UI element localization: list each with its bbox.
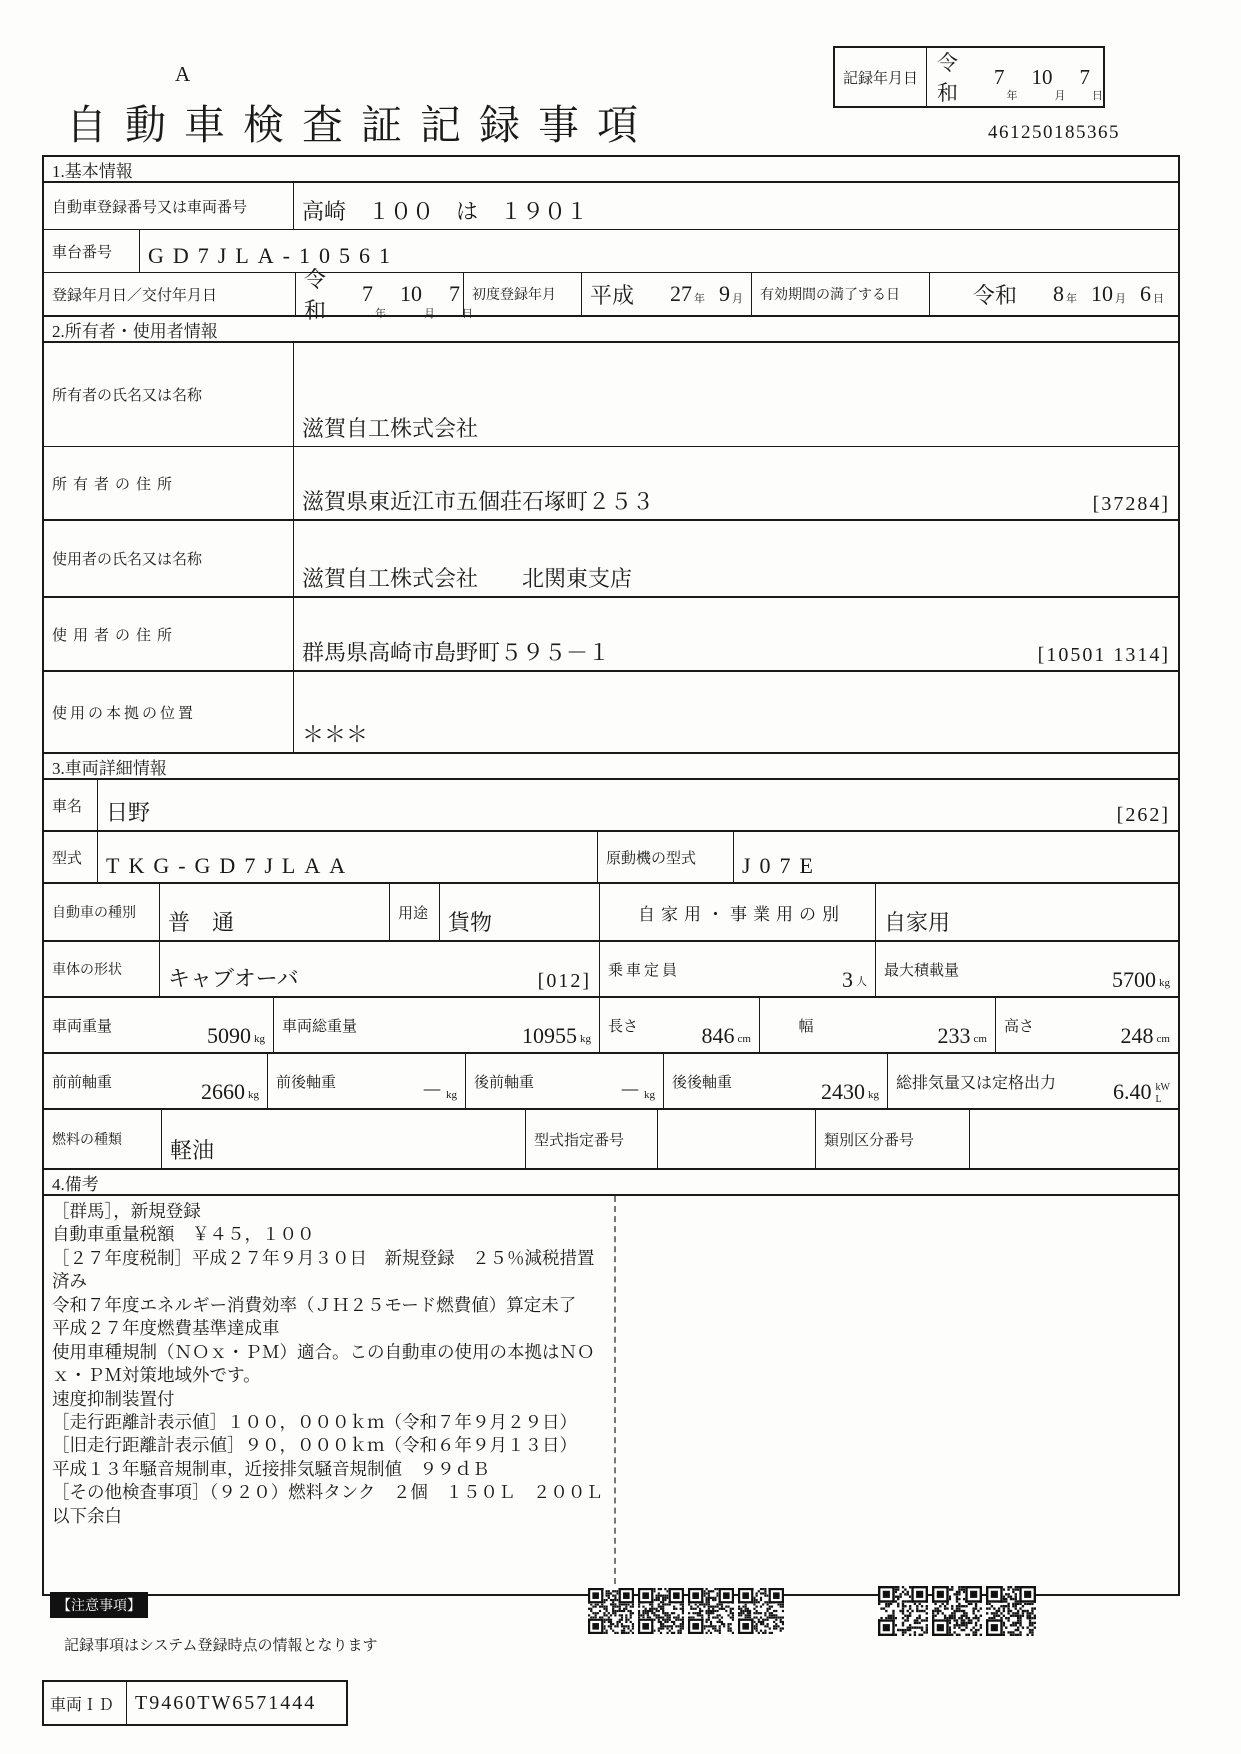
qr-code-icon <box>932 1586 982 1636</box>
user-address-code: [10501 1314] <box>1037 644 1170 666</box>
qr-code-icon <box>588 1588 634 1634</box>
remark-line: 自動車重量税額 ￥４５，１００ <box>52 1224 315 1245</box>
registration-number-label: 自動車登録番号又は車両番号 <box>44 183 294 229</box>
car-name-label: 車名 <box>44 780 98 830</box>
record-date-era: 令和 <box>937 51 958 105</box>
user-address-value: 群馬県高崎市島野町５９５－１ [10501 1314] <box>302 640 1170 666</box>
owner-address-label: 所有者の住所 <box>44 447 294 519</box>
axle-weights-row <box>44 1054 1178 1110</box>
model-value: TKG-GD7JLAA <box>98 832 598 882</box>
displacement-label: 総排気量又は定格出力 <box>896 1074 1057 1092</box>
vehicle-id-box <box>42 1680 348 1726</box>
record-date-value: 令和 7 年 10 月 7 日 <box>927 48 1103 106</box>
dates-row <box>44 267 1178 323</box>
category-label: 自動車の種別 <box>44 884 160 940</box>
engine-model-label: 原動機の型式 <box>598 832 734 882</box>
page-title: 自動車検査証記録事項 <box>66 102 656 148</box>
first-registration-label: 初度登録年月 <box>464 273 582 315</box>
remark-line: 平成２７年度燃費基準達成車 <box>52 1318 280 1339</box>
vehicle-weight-label: 車両重量 <box>52 1018 113 1035</box>
first-registration-value: 平成 27 年 9 月 <box>582 273 752 315</box>
length-label: 長さ <box>608 1018 639 1035</box>
owner-address-value: 滋賀県東近江市五個荘石塚町２５３ [37284] <box>302 489 1170 515</box>
axle-front-front-value: 2660 kg <box>162 1054 268 1108</box>
height-label: 高さ <box>1004 1018 1035 1035</box>
capacity-value: 3 人 <box>710 942 876 996</box>
notice-badge: 【注意事項】 <box>50 1592 148 1618</box>
engine-model-value: J07E <box>742 853 822 878</box>
user-address-label: 使用者の住所 <box>44 598 294 670</box>
category-row <box>44 884 1178 942</box>
owner-address-row <box>44 447 1178 521</box>
max-load-value: 5700 kg <box>1112 967 1170 992</box>
width-value: 233 cm <box>844 998 996 1052</box>
vehicle-id-value: T9460TW6571444 <box>135 1691 317 1714</box>
qr-code-icon <box>688 1588 734 1634</box>
remarks-box <box>44 1196 1178 1596</box>
base-location-label: 使用の本拠の位置 <box>44 672 294 752</box>
section-heading-remarks: 4.備考 <box>44 1168 1178 1196</box>
registration-number-value: 高崎 １００ は １９０１ <box>302 199 589 224</box>
car-name-value: 日野 [262] <box>106 800 1170 826</box>
model-row <box>44 832 1178 884</box>
user-name-row <box>44 521 1178 598</box>
qr-code-group-right <box>878 1586 1036 1636</box>
remark-line: 令和７年度エネルギー消費効率（ＪＨ２５モード燃費値）算定未了 <box>52 1294 577 1315</box>
car-name-row <box>44 780 1178 832</box>
qr-code-icon <box>878 1586 928 1636</box>
remark-line: ［その他検査事項］（９２０）燃料タンク ２個 １５０Ｌ ２００Ｌ <box>52 1482 603 1503</box>
user-name-value: 滋賀自工株式会社 北関東支店 <box>302 566 633 591</box>
axle-rear-front-value: － kg <box>568 1054 664 1108</box>
height-value: 248 cm <box>1120 1023 1170 1048</box>
displacement-value: 6.40 kW L <box>1113 1079 1170 1105</box>
expiry-date-label: 有効期間の満了する日 <box>752 273 930 315</box>
body-shape-code: [012] <box>537 970 591 992</box>
fuel-value: 軽油 <box>162 1110 526 1168</box>
document-number: 461250185365 <box>988 122 1120 143</box>
gross-weight-value: 10955 kg <box>392 998 600 1052</box>
remark-line: 平成１３年騒音規制車，近接排気騒音規制値 ９９ｄＢ <box>52 1458 490 1479</box>
displacement-units: kW L <box>1155 1082 1170 1105</box>
base-location-row <box>44 672 1178 752</box>
user-name-label: 使用者の氏名又は名称 <box>44 521 294 596</box>
class-number-label: 類別区分番号 <box>816 1110 970 1168</box>
class-number-value <box>970 1110 1178 1168</box>
private-business-label: 自家用・事業用の別 <box>600 884 876 940</box>
fuel-row <box>44 1110 1178 1168</box>
axle-rear-front-label: 後前軸重 <box>474 1074 535 1091</box>
owner-address-code: [37284] <box>1092 493 1170 515</box>
record-date-box <box>833 46 1105 108</box>
use-label: 用途 <box>390 884 440 940</box>
axle-front-rear-value: － kg <box>370 1054 466 1108</box>
expiry-date-value: 令和 8 年 10 月 6 日 <box>972 281 1164 308</box>
body-shape-row <box>44 942 1178 998</box>
remark-line: ［群馬］，新規登録 <box>52 1201 201 1221</box>
axle-rear-rear-label: 後後軸重 <box>672 1074 733 1091</box>
registration-number-row <box>44 183 1178 230</box>
qr-code-group-left <box>588 1588 784 1634</box>
vehicle-id-label: 車両ＩＤ <box>44 1682 127 1724</box>
axle-rear-rear-value: 2430 kg <box>776 1054 888 1108</box>
chassis-number-value: GD7JLA-10561 <box>148 243 399 268</box>
type-designation-label: 型式指定番号 <box>526 1110 658 1168</box>
remarks-text <box>52 1200 604 1528</box>
axle-front-front-label: 前前軸重 <box>52 1074 113 1091</box>
private-business-value: 自家用 <box>884 910 951 935</box>
section-heading-vehicle: 3.車両詳細情報 <box>44 752 1178 780</box>
qr-code-icon <box>986 1586 1036 1636</box>
weights-row <box>44 998 1178 1054</box>
remark-line: 以下余白 <box>52 1505 122 1526</box>
registration-date-label: 登録年月日／交付年月日 <box>44 273 296 315</box>
remark-line: ［走行距離計表示値］１００，０００ｋｍ（令和７年９月２９日） <box>52 1411 577 1432</box>
owner-name-value: 滋賀自工株式会社 <box>302 416 479 441</box>
body-shape-label: 車体の形状 <box>44 942 160 996</box>
user-address-row <box>44 598 1178 672</box>
chassis-number-row <box>44 230 1178 273</box>
owner-name-label: 所有者の氏名又は名称 <box>44 343 294 446</box>
record-date-label: 記録年月日 <box>835 48 927 106</box>
remark-line: ［旧走行距離計表示値］９０，０００ｋｍ（令和６年９月１３日） <box>52 1435 577 1456</box>
axle-front-rear-label: 前後軸重 <box>276 1074 337 1091</box>
qr-code-icon <box>738 1588 784 1634</box>
width-label: 幅 <box>798 1018 814 1035</box>
gross-weight-label: 車両総重量 <box>282 1018 358 1035</box>
vehicle-weight-value: 5090 kg <box>164 998 274 1052</box>
page-mark: A <box>175 62 191 86</box>
notice-text: 記録事項はシステム登録時点の情報となります <box>64 1638 378 1654</box>
remark-line: ［２７年度税制］平成２７年９月３０日 新規登録 ２５％減税措置済み <box>52 1247 595 1292</box>
qr-code-icon <box>638 1588 684 1634</box>
owner-name-row <box>44 343 1178 447</box>
registration-date-value: 令和 7 年 10 月 7 日 <box>296 273 464 315</box>
use-value: 貨物 <box>440 884 600 940</box>
body-shape-value: キャブオーバ [012] <box>160 942 600 996</box>
category-value: 普 通 <box>160 884 390 940</box>
car-name-code: [262] <box>1116 804 1170 826</box>
base-location-value: ＊＊＊ <box>302 722 369 747</box>
section-heading-owner-user: 2.所有者・使用者情報 <box>44 317 1178 343</box>
remarks-divider <box>614 1196 616 1594</box>
section-heading-basic: 1.基本情報 <box>44 155 1178 183</box>
remark-line: 使用車種規制（ＮＯｘ・ＰＭ）適合。この自動車の使用の本拠はＮＯｘ・ＰＭ対策地域外です。 <box>52 1341 595 1386</box>
chassis-number-label: 車台番号 <box>44 230 140 272</box>
max-load-label: 最大積載量 <box>884 962 960 979</box>
fuel-label: 燃料の種類 <box>44 1110 162 1168</box>
model-label: 型式 <box>44 832 98 882</box>
type-designation-value <box>658 1110 816 1168</box>
capacity-label: 乗車定員 <box>608 962 681 979</box>
length-value: 846 cm <box>658 998 760 1052</box>
remark-line: 速度抑制装置付 <box>52 1388 175 1409</box>
